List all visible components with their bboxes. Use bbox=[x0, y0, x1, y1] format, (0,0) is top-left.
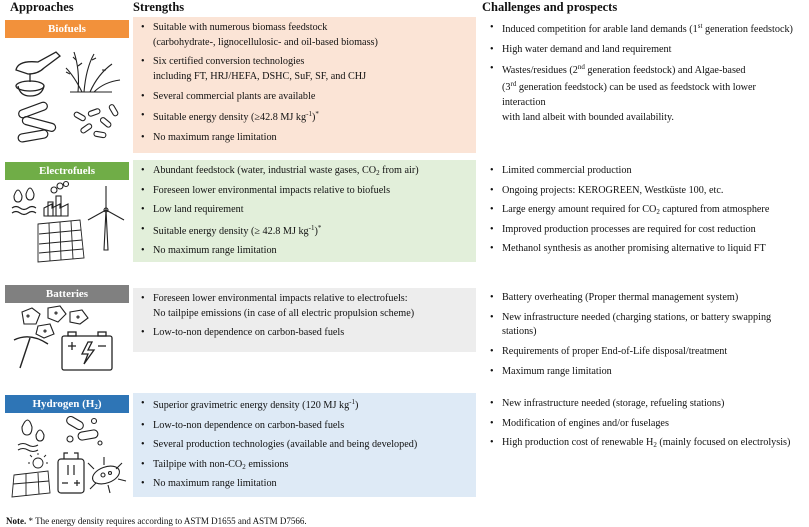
footnote bbox=[6, 516, 307, 526]
oil-pouring-icon bbox=[16, 52, 60, 96]
electrofuels-strengths-panel bbox=[133, 160, 476, 262]
list-item: • Maximum range limitation bbox=[488, 365, 801, 380]
list-item: • New infrastructure needed (charging stations, or battery swapping stations) bbox=[488, 311, 801, 341]
list-item: • Abundant feedstock (water, industrial waste gases, $CO_2$ from air) bbox=[139, 164, 470, 179]
list-item: • Suitable with numerous biomass feedstock (carbohydrate-, lignocellulosic- and oil-based biomass) bbox=[139, 21, 470, 51]
list-item: • No maximum range limitation bbox=[139, 477, 470, 492]
electrolyzer-icon bbox=[58, 453, 84, 493]
hydrogen-strengths-panel bbox=[133, 393, 476, 497]
electrofuels-icons bbox=[8, 180, 130, 266]
biofuels-strengths-panel bbox=[133, 17, 476, 153]
list-item: • Six certified conversion technologies including FT, HRJ/HEFA, DSHC, SuF, SF, and CHJ bbox=[139, 55, 470, 85]
header-approaches: Approaches bbox=[10, 0, 74, 14]
list-item: • High production cost of renewable $H_2$ (mainly focused on electrolysis) bbox=[488, 436, 801, 451]
pellets-icon bbox=[73, 104, 118, 138]
list-item: • No maximum range limitation bbox=[139, 244, 470, 259]
list-item: • Suitable energy density (≥42.8 MJ $kg^{-1})^*$ bbox=[139, 109, 470, 126]
list-item: • Battery overheating (Proper thermal management system) bbox=[488, 291, 801, 306]
list-item: • Improved production processes are required for cost reduction bbox=[488, 223, 801, 238]
ore-rocks-icon bbox=[22, 306, 88, 338]
list-item: • Superior gravimetric energy density (120 MJ $kg^{-1}$) bbox=[139, 397, 470, 414]
list-item: • Ongoing projects: KEROGREEN, Westküste 100, etc. bbox=[488, 184, 801, 199]
list-item: • Induced competition for arable land demands (1st generation feedstock) bbox=[488, 21, 801, 38]
solar-panel-icon bbox=[38, 220, 84, 262]
list-item: • No maximum range limitation bbox=[139, 131, 470, 146]
batteries-strengths-panel bbox=[133, 288, 476, 352]
pickaxe-icon bbox=[14, 337, 48, 368]
hydrogen-challenges-panel bbox=[482, 393, 807, 463]
biofuels-tag: Biofuels bbox=[5, 20, 129, 38]
list-item: • Low-to-non dependence on carbon-based fuels bbox=[139, 419, 470, 434]
batteries-icons bbox=[8, 304, 130, 376]
list-item: • Large energy amount required for $CO_2$ captured from atmosphere bbox=[488, 203, 801, 218]
wind-turbine-icon bbox=[88, 186, 124, 250]
list-item: • Low-to-non dependence on carbon-based fuels bbox=[139, 326, 470, 341]
list-item: • Modification of engines and/or fuselages bbox=[488, 417, 801, 432]
note-text: * The energy density requires according to ASTM D1655 and ASTM D7566. bbox=[26, 516, 307, 526]
water-waves-icon bbox=[12, 188, 36, 215]
list-item: • Limited commercial production bbox=[488, 164, 801, 179]
list-item: • Several commercial plants are available bbox=[139, 90, 470, 105]
factory-icon bbox=[44, 182, 69, 217]
wood-logs-icon bbox=[18, 101, 57, 142]
list-item: • Requirements of proper End-of-Life disposal/treatment bbox=[488, 345, 801, 360]
grass-plant-icon bbox=[66, 52, 120, 92]
list-item: • Wastes/residues (2nd generation feedstock) and Algae-based (3rd generation feedstock) can be used as feedstock with lower interaction with land albeit with bounded availability. bbox=[488, 62, 801, 125]
water-drops-icon bbox=[18, 420, 44, 452]
batteries-tag: Batteries bbox=[5, 285, 129, 303]
battery-icon bbox=[62, 332, 112, 370]
list-item: • Tailpipe with non-$CO_2$ emissions bbox=[139, 458, 470, 473]
list-item: • Methanol synthesis as another promising alternative to liquid FT bbox=[488, 242, 801, 257]
bacteria-icon bbox=[65, 415, 102, 445]
list-item: • Several production technologies (available and being developed) bbox=[139, 438, 470, 453]
batteries-challenges-panel bbox=[482, 287, 807, 377]
electrofuels-tag: Electrofuels bbox=[5, 162, 129, 180]
hydrogen-icons bbox=[8, 413, 130, 501]
microorganism-icon bbox=[88, 457, 126, 493]
list-item: • High water demand and land requirement bbox=[488, 43, 801, 58]
solar-panel-icon bbox=[12, 453, 50, 497]
list-item: • Foreseen lower environmental impacts relative to electrofuels: No tailpipe emissions (in case of all electric propulsion scheme) bbox=[139, 292, 470, 322]
list-item: • Foreseen lower environmental impacts relative to biofuels bbox=[139, 184, 470, 199]
header-challenges: Challenges and prospects bbox=[482, 0, 618, 14]
electrofuels-challenges-panel bbox=[482, 160, 807, 264]
note-label: Note. bbox=[6, 516, 27, 526]
list-item: • Suitable energy density (≥ 42.8 MJ $kg^{-1})^*$ bbox=[139, 223, 470, 240]
list-item: • New infrastructure needed (storage, refueling stations) bbox=[488, 397, 801, 412]
header-strengths: Strengths bbox=[133, 0, 185, 14]
biofuels-icons bbox=[8, 40, 130, 148]
biofuels-challenges-panel bbox=[482, 17, 807, 153]
list-item: • Low land requirement bbox=[139, 203, 470, 218]
hydrogen-tag: Hydrogen $(H_2)$ bbox=[5, 395, 129, 413]
